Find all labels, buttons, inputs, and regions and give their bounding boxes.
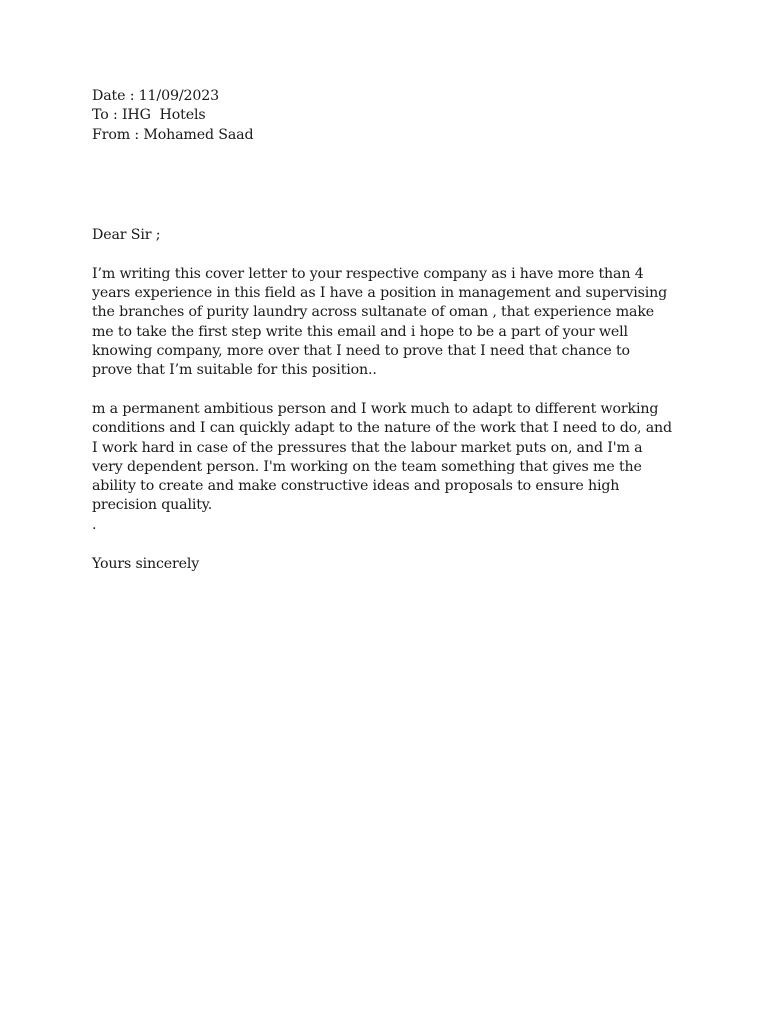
sender-line: From : Mohamed Saad — [92, 126, 254, 143]
paragraph-line: ability to create and make constructive ideas and proposals to ensure high — [92, 478, 620, 495]
closing-line: Yours sincerely — [92, 555, 200, 572]
paragraph-line: years experience in this field as I have a position in management and supervising — [92, 284, 668, 301]
paragraph-line: knowing company, more over that I need to prove that I need that chance to — [92, 342, 630, 359]
recipient-line: To : IHG Hotels — [92, 107, 206, 124]
paragraph-line: precision quality. — [92, 497, 213, 514]
body-paragraph-1 — [92, 265, 682, 381]
paragraph-line: the branches of purity laundry across sultanate of oman , that experience make — [92, 304, 655, 321]
paragraph-line: very dependent person. I'm working on the team something that gives me the — [92, 458, 642, 475]
body-paragraph-2 — [92, 400, 682, 535]
date-line: Date : 11/09/2023 — [92, 88, 219, 104]
paragraph-line: me to take the first step write this email and i hope to be a part of your well — [92, 323, 628, 340]
paragraph-line: m a permanent ambitious person and I work much to adapt to different working — [92, 400, 659, 417]
paragraph-line: I work hard in case of the pressures that the labour market puts on, and I'm a — [92, 439, 643, 456]
letter-header — [92, 87, 682, 145]
paragraph-line: conditions and I can quickly adapt to the nature of the work that I need to do, and — [92, 420, 672, 437]
paragraph-line: I’m writing this cover letter to your respective company as i have more than 4 — [92, 265, 644, 282]
cover-letter — [92, 87, 682, 574]
paragraph-line: prove that I’m suitable for this position.. — [92, 362, 377, 379]
salutation: Dear Sir ; — [92, 226, 161, 243]
trailing-dot: . — [92, 516, 97, 533]
